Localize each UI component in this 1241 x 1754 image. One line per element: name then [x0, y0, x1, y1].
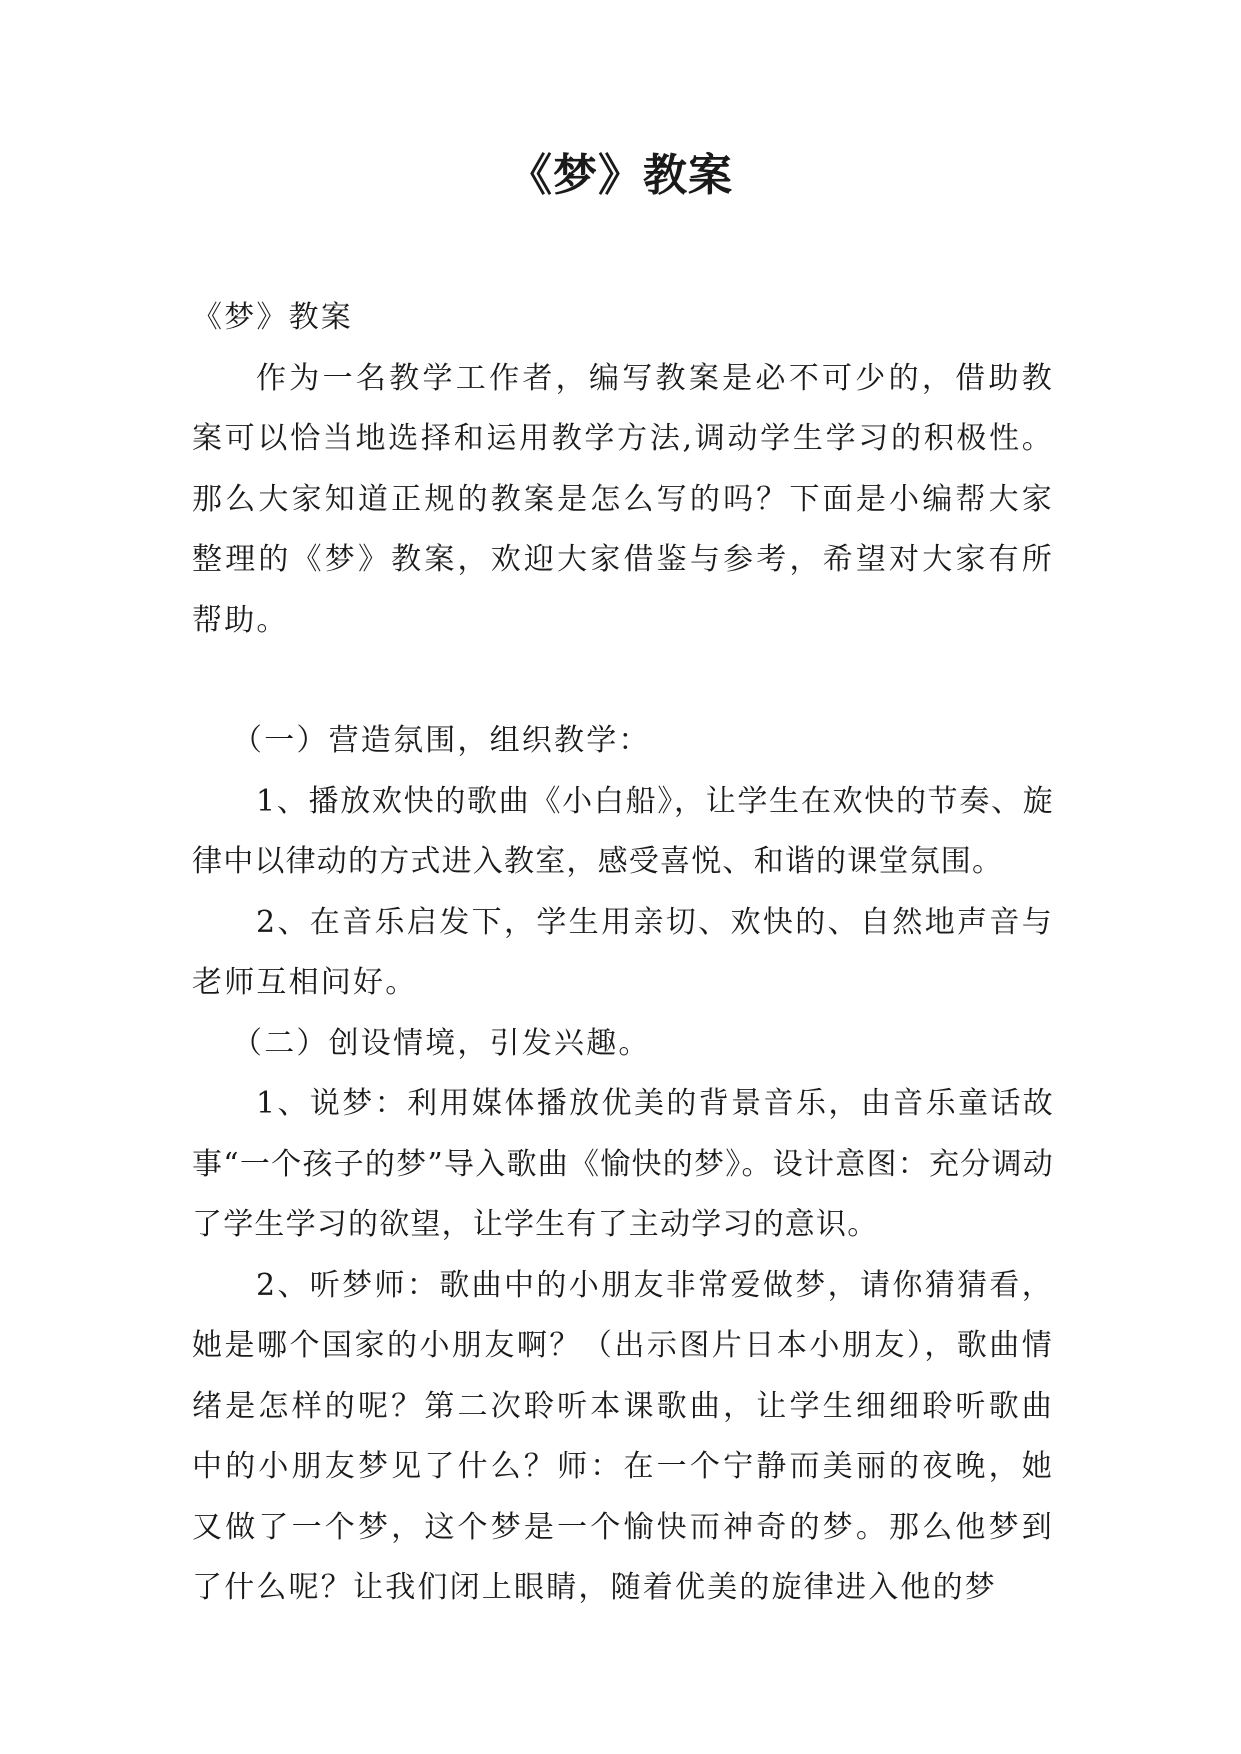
section-heading-1: （一）营造氛围，组织教学： — [232, 723, 651, 758]
document-title: 《梦》教案 — [508, 150, 733, 201]
section2-item-1: 1、说梦：利用媒体播放优美的背景音乐，由音乐童话故事“一个孩子的梦”导入歌曲《愉快的梦》。设计意图：充分调动了学生学习的欲望，让学生有了主动学习的意识。 — [192, 1086, 1054, 1242]
intro-paragraph: 作为一名教学工作者，编写教案是必不可少的，借助教案可以恰当地选择和运用教学方法,调动学生学习的积极性。那么大家知道正规的教案是怎么写的吗？下面是小编帮大家整理的《梦》教案，欢迎大家借鉴与参考，希望对大家有所帮助。 — [192, 360, 1054, 638]
document-subtitle: 《梦》教案 — [192, 300, 353, 335]
section2-item-2: 2、听梦师：歌曲中的小朋友非常爱做梦，请你猜猜看，她是哪个国家的小朋友啊？（出示图片日本小朋友），歌曲情绪是怎样的呢？第二次聆听本课歌曲，让学生细细聆听歌曲中的小朋友梦见了什么？师：在一个宁静而美丽的夜晚，她又做了一个梦，这个梦是一个愉快而神奇的梦。那么他梦到了什么呢？让我们闭上眼睛，随着优美的旋律进入他的梦 — [192, 1267, 1054, 1605]
section-heading-2: （二）创设情境，引发兴趣。 — [232, 1025, 651, 1061]
section1-item-2: 2、在音乐启发下，学生用亲切、欢快的、自然地声音与老师互相问好。 — [192, 904, 1054, 1000]
document-body — [192, 288, 1054, 1619]
section1-item-1: 1、播放欢快的歌曲《小白船》，让学生在欢快的节奏、旋律中以律动的方式进入教室，感受喜悦、和谐的课堂氛围。 — [192, 783, 1054, 879]
paragraph-gap — [192, 651, 1054, 711]
